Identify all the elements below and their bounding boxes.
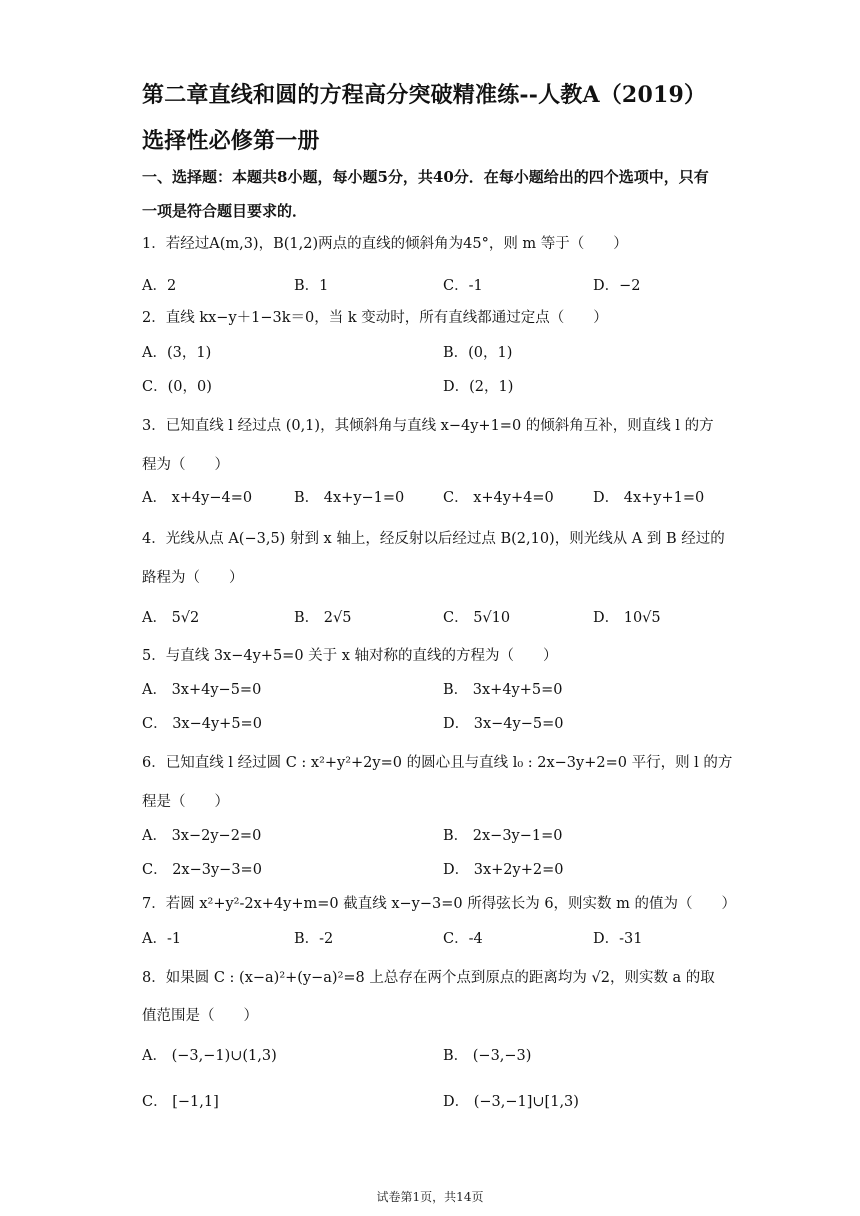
q1-option-d: D．−2 — [593, 278, 641, 294]
q6-option-a: A． 3x−2y−2=0 — [142, 828, 262, 844]
q4-option-a: A． 5√2 — [142, 610, 200, 626]
question-4-stem-cont: 路程为（ ） — [142, 570, 244, 586]
q3-option-c: C． x+4y+4=0 — [443, 490, 554, 506]
q6-option-d: D． 3x+2y+2=0 — [443, 862, 564, 878]
q2-option-c: C．(0，0) — [142, 379, 212, 395]
question-7-stem: 7．若圆 x²+y²-2x+4y+m=0 截直线 x−y−3=0 所得弦长为 6，则实数 m 的值为（ ） — [142, 896, 737, 912]
q5-option-d: D． 3x−4y−5=0 — [443, 716, 564, 732]
page-title: 第二章直线和圆的方程高分突破精准练--人教A（2019）选择性必修第一册 — [142, 82, 707, 154]
q7-option-d: D．-31 — [593, 931, 643, 947]
q8-option-d: D． (−3,−1]∪[1,3) — [443, 1094, 579, 1110]
q7-option-b: B．-2 — [294, 931, 334, 947]
q3-option-d: D． 4x+y+1=0 — [593, 490, 705, 506]
q1-option-b: B．1 — [294, 278, 329, 294]
q8-option-c: C． [−1,1] — [142, 1094, 219, 1110]
q5-option-b: B． 3x+4y+5=0 — [443, 682, 563, 698]
q4-option-c: C． 5√10 — [443, 610, 511, 626]
q6-option-b: B． 2x−3y−1=0 — [443, 828, 563, 844]
question-8-stem: 8．如果圆 C : (x−a)²+(y−a)²=8 上总存在两个点到原点的距离均为 √2，则实数 a 的取 — [142, 970, 715, 986]
q7-option-a: A．-1 — [142, 931, 182, 947]
q4-option-d: D． 10√5 — [593, 610, 661, 626]
q8-option-a: A． (−3,−1)∪(1,3) — [142, 1048, 277, 1064]
question-8-stem-cont: 值范围是（ ） — [142, 1008, 258, 1024]
q6-option-c: C． 2x−3y−3=0 — [142, 862, 262, 878]
question-6-stem-cont: 程是（ ） — [142, 794, 229, 810]
q2-option-b: B．(0，1) — [443, 345, 513, 361]
question-5-stem: 5．与直线 3x−4y+5=0 关于 x 轴对称的直线的方程为（ ） — [142, 648, 558, 664]
q3-option-b: B． 4x+y−1=0 — [294, 490, 405, 506]
question-6-stem: 6．已知直线 l 经过圆 C : x²+y²+2y=0 的圆心且与直线 l₀ : 2x−3y+2=0 平行，则 l 的方 — [142, 755, 733, 771]
q3-option-a: A． x+4y−4=0 — [142, 490, 253, 506]
q7-option-c: C．-4 — [443, 931, 483, 947]
question-2-stem: 2．直线 kx−y＋1−3k＝0，当 k 变动时，所有直线都通过定点（ ） — [142, 310, 608, 326]
page-footer: 试卷第1页，共14页 — [376, 1190, 484, 1204]
q4-option-b: B． 2√5 — [294, 610, 352, 626]
q5-option-c: C． 3x−4y+5=0 — [142, 716, 262, 732]
q5-option-a: A． 3x+4y−5=0 — [142, 682, 262, 698]
q2-option-d: D．(2，1) — [443, 379, 514, 395]
q2-option-a: A．(3，1) — [142, 345, 212, 361]
question-4-stem: 4．光线从点 A(−3,5) 射到 x 轴上，经反射以后经过点 B(2,10)，则光线从 A 到 B 经过的 — [142, 531, 725, 547]
q1-option-a: A．2 — [142, 278, 177, 294]
question-3-stem: 3．已知直线 l 经过点 (0,1)，其倾斜角与直线 x−4y+1=0 的倾斜角互补，则直线 l 的方 — [142, 418, 714, 434]
section-heading: 一、选择题：本题共8小题，每小题5分，共40分．在每小题给出的四个选项中，只有一项是符合题目要求的． — [142, 168, 709, 220]
question-3-stem-cont: 程为（ ） — [142, 457, 229, 473]
q1-option-c: C．-1 — [443, 278, 483, 294]
q8-option-b: B． (−3,−3) — [443, 1048, 532, 1064]
question-1-stem: 1．若经过A(m,3)，B(1,2)两点的直线的倾斜角为45°，则 m 等于（ ） — [142, 236, 628, 252]
